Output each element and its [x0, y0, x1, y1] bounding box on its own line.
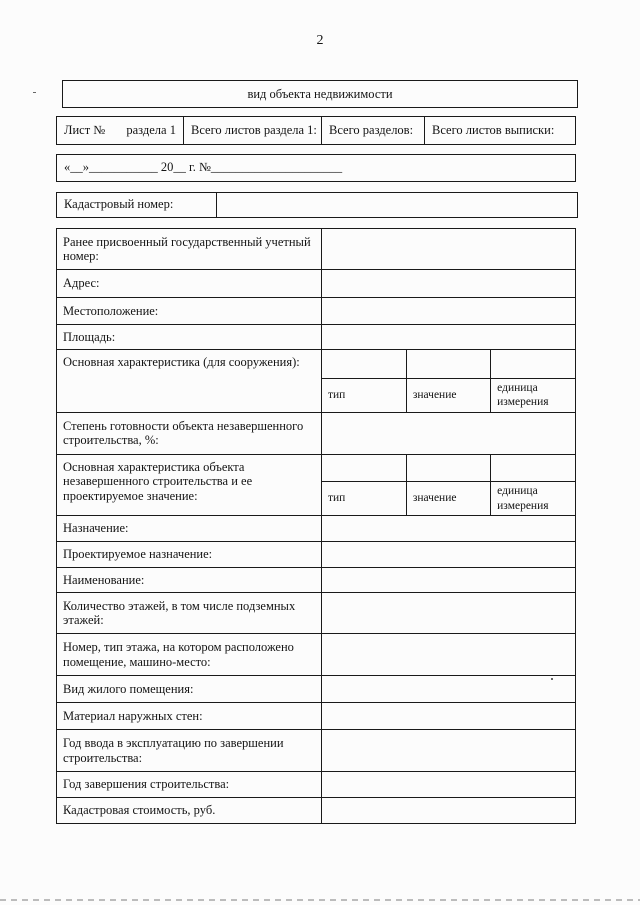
main-char-subtable: [322, 350, 575, 412]
table-row: [57, 593, 576, 634]
table-row: [57, 542, 576, 568]
commission-year-label: Год ввода в эксплуатацию по завершении строительства:: [57, 730, 322, 772]
page-number: 2: [316, 33, 324, 48]
prev-number-value: [322, 229, 576, 270]
total-sheets-section: Всего листов раздела 1:: [184, 117, 322, 144]
table-row: [57, 412, 576, 454]
main-char-unfinished-label: Основная характеристика объекта незавершенного строительства и ее проектируемое значение:: [57, 454, 322, 516]
scan-speck: [551, 678, 553, 680]
section-label: раздела 1: [126, 123, 176, 137]
type-header: тип: [322, 482, 406, 516]
type-header: тип: [322, 378, 406, 412]
purpose-label: Назначение:: [57, 516, 322, 542]
table-row: [57, 676, 576, 703]
table-row: [57, 703, 576, 730]
floors-label: Количество этажей, в том числе подземных этажей:: [57, 593, 322, 634]
readiness-value: [322, 412, 576, 454]
unit-header: единица измерения: [497, 381, 549, 408]
table-row: [57, 298, 576, 325]
main-char-unfinished-value: [322, 454, 576, 516]
table-row: [57, 516, 576, 542]
scan-edge-noise: [0, 899, 640, 901]
value-header: значение: [406, 378, 490, 412]
object-type-title: вид объекта недвижимости: [62, 80, 578, 108]
cadastral-number-row: [56, 192, 578, 218]
total-sections: Всего разделов:: [322, 117, 425, 144]
living-type-label: Вид жилого помещения:: [57, 676, 322, 703]
table-row: [57, 730, 576, 772]
table-row: [57, 798, 576, 824]
table-row: [57, 454, 576, 516]
table-row: [57, 568, 576, 593]
table-row: [57, 350, 576, 413]
readiness-label: Степень готовности объекта незавершенного строительства, %:: [57, 412, 322, 454]
table-row: [57, 270, 576, 298]
wall-material-label: Материал наружных стен:: [57, 703, 322, 730]
unit-header: единица измерения: [497, 485, 549, 512]
completion-year-value: [322, 772, 576, 798]
floor-number-label: Номер, тип этажа, на котором расположено помещение, машино-место:: [57, 634, 322, 676]
location-label: Местоположение:: [57, 298, 322, 325]
name-label: Наименование:: [57, 568, 322, 593]
sheet-number-cell: [57, 117, 184, 144]
name-value: [322, 568, 576, 593]
main-char-label: Основная характеристика (для сооружения):: [57, 350, 322, 413]
margin-mark: [33, 92, 36, 93]
cadastral-number-label: Кадастровый номер:: [57, 193, 217, 217]
planned-purpose-value: [322, 542, 576, 568]
prev-number-label: Ранее присвоенный государственный учетный номер:: [57, 229, 322, 270]
sheet-number-label: Лист №: [64, 123, 106, 137]
area-label: Площадь:: [57, 325, 322, 350]
floor-number-value: [322, 634, 576, 676]
planned-purpose-label: Проектируемое назначение:: [57, 542, 322, 568]
floors-value: [322, 593, 576, 634]
cadastral-value-label: Кадастровая стоимость, руб.: [57, 798, 322, 824]
purpose-value: [322, 516, 576, 542]
cadastral-value-value: [322, 798, 576, 824]
address-value: [322, 270, 576, 298]
main-char-value: [322, 350, 576, 413]
table-row: [57, 229, 576, 270]
value-header: значение: [406, 482, 490, 516]
living-type-value: [322, 676, 576, 703]
main-char-unfinished-subtable: [322, 455, 575, 516]
commission-year-value: [322, 730, 576, 772]
total-sheets-extract: Всего листов выписки:: [432, 123, 555, 137]
table-row: [57, 634, 576, 676]
address-label: Адрес:: [57, 270, 322, 298]
cadastral-number-value: [217, 193, 577, 217]
date-number-line: «__»___________ 20__ г. №_____________________: [56, 154, 576, 182]
table-row: [57, 772, 576, 798]
sheet-info-row: [56, 116, 576, 145]
property-details-table: [56, 228, 576, 824]
table-row: [57, 325, 576, 350]
area-value: [322, 325, 576, 350]
completion-year-label: Год завершения строительства:: [57, 772, 322, 798]
location-value: [322, 298, 576, 325]
wall-material-value: [322, 703, 576, 730]
